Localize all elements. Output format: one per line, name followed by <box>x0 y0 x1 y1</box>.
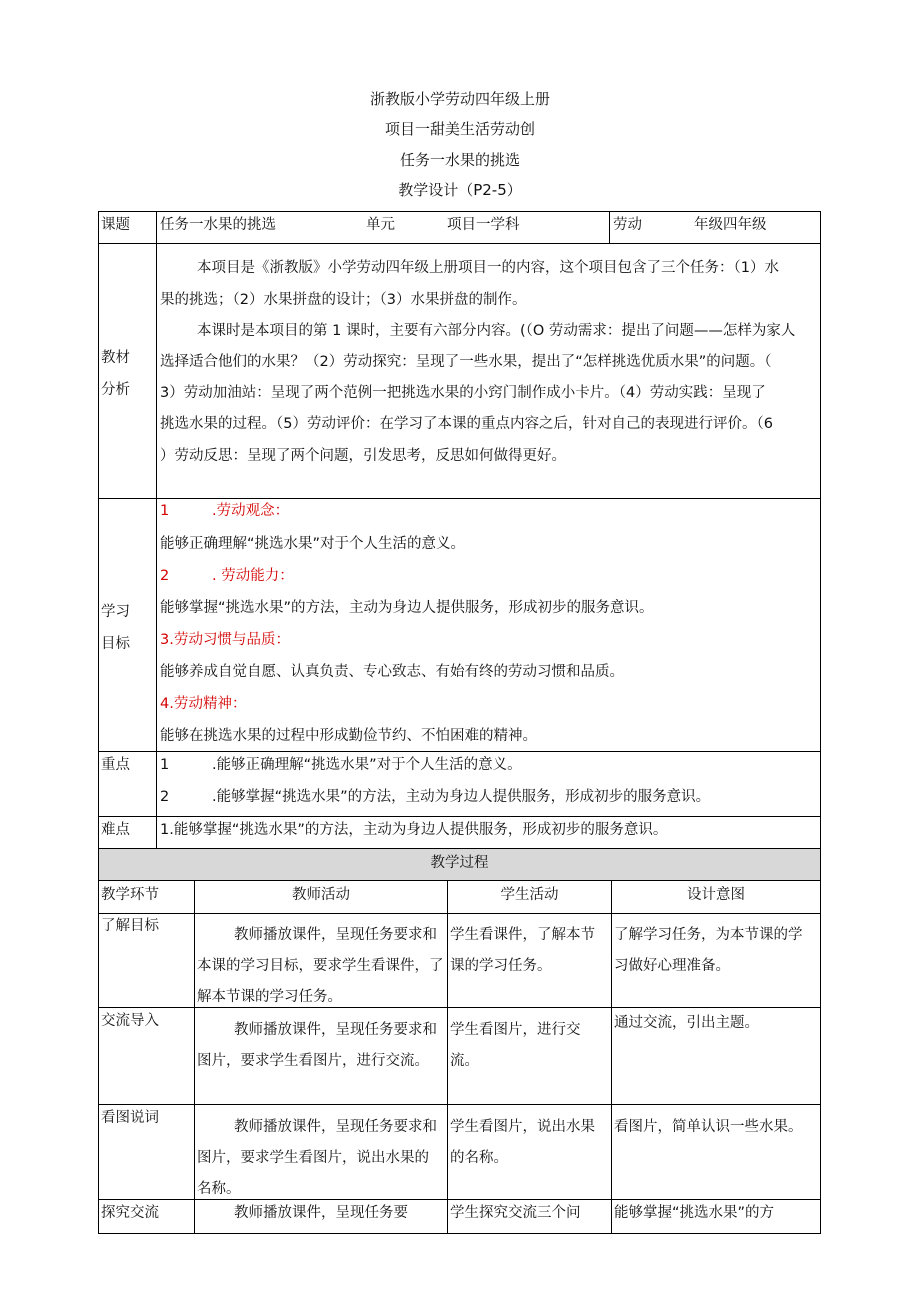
student-line: 的名称。 <box>450 1150 508 1166</box>
teacher-line: 图片，要求学生看图片，说出水果的 <box>197 1150 429 1166</box>
table-border <box>609 211 610 244</box>
analysis-line: 果的挑选；（2）水果拼盘的设计；（3）水果拼盘的制作。 <box>160 292 527 308</box>
objective-text: 能够掌握“挑选水果”的方法，主动为身边人提供服务，形成初步的服务意识。 <box>160 600 654 616</box>
topic-label: 课题 <box>101 217 130 233</box>
table-border-right <box>820 211 821 1234</box>
grade-value: 年级四年级 <box>694 217 767 233</box>
teacher-line: 教师播放课件，呈现任务要求和 <box>234 1119 437 1135</box>
teacher-line: 教师播放课件，呈现任务要求和 <box>234 1022 437 1038</box>
objective-number: 2 <box>160 568 170 584</box>
process-header-stage: 教学环节 <box>101 887 159 903</box>
table-border <box>98 243 821 244</box>
objective-text: 能够正确理解“挑选水果”对于个人生活的意义。 <box>160 536 466 552</box>
process-header-teacher: 教师活动 <box>292 887 350 903</box>
analysis-line: 本项目是《浙教版》小学劳动四年级上册项目一的内容，这个项目包含了三个任务：（1）水 <box>197 260 779 276</box>
unit-label: 单元 <box>366 217 395 233</box>
table-border <box>98 1104 821 1105</box>
objective-title: .劳动观念： <box>212 503 290 519</box>
doc-title-line-1: 浙教版小学劳动四年级上册 <box>369 90 550 108</box>
subject-value: 劳动 <box>613 217 642 233</box>
objective-number: 3. <box>160 632 174 648</box>
analysis-line: 本课时是本项目的第 1 课时，主要有六部分内容。(（O 劳动需求：提出了问题——怎样为家人 <box>197 323 796 339</box>
table-border <box>194 880 195 1234</box>
intent-line: 习做好心理准备。 <box>614 958 730 974</box>
process-header-intent: 设计意图 <box>687 887 745 903</box>
objectives-label-2: 目标 <box>101 636 130 652</box>
teacher-line: 名称。 <box>197 1181 241 1197</box>
topic-value: 任务一水果的挑选 <box>160 217 276 233</box>
student-line: 学生看图片，说出水果 <box>450 1119 595 1135</box>
objectives-label-1: 学习 <box>101 604 130 620</box>
table-border <box>447 880 448 1234</box>
stage-cell: 看图说词 <box>101 1110 159 1126</box>
objective-title: . 劳动能力： <box>212 568 294 584</box>
analysis-label-1: 教材 <box>101 350 130 366</box>
teacher-line: 教师播放课件，呈现任务要求和 <box>234 927 437 943</box>
process-header-student: 学生活动 <box>500 887 559 903</box>
stage-cell: 探究交流 <box>101 1205 159 1221</box>
table-border <box>98 913 821 914</box>
teacher-line: 本课的学习目标，要求学生看课件，了 <box>197 958 444 974</box>
table-border <box>156 211 157 849</box>
doc-title-line-2: 项目一甜美生活劳动创 <box>384 120 535 138</box>
analysis-line: 3）劳动加油站：呈现了两个范例一把挑选水果的小窍门制作成小卡片。（4）劳动实践：呈现了 <box>160 385 766 401</box>
stage-cell: 了解目标 <box>101 918 159 934</box>
key-points-label: 重点 <box>101 757 130 773</box>
teacher-line: 教师播放课件，呈现任务要 <box>234 1205 408 1221</box>
student-line: 学生探究交流三个问 <box>450 1205 581 1221</box>
difficulty-label: 难点 <box>101 822 130 838</box>
key-point-number: 1 <box>160 757 170 773</box>
doc-title-line-4: 教学设计（P2-5） <box>398 181 522 199</box>
key-point-text: .能够掌握“挑选水果”的方法，主动为身边人提供服务，形成初步的服务意识。 <box>212 789 711 805</box>
key-point-number: 2 <box>160 789 170 805</box>
intent-line: 看图片，简单认识一些水果。 <box>614 1119 803 1135</box>
objective-text: 能够在挑选水果的过程中形成勤俭节约、不怕困难的精神。 <box>160 728 537 744</box>
objective-title: 劳动精神： <box>174 696 247 712</box>
intent-line: 通过交流，引出主题。 <box>614 1015 759 1031</box>
student-line: 学生看课件，了解本节 <box>450 927 595 943</box>
analysis-line: 挑选水果的过程。（5）劳动评价：在学习了本课的重点内容之后，针对自己的表现进行评价。（6 <box>160 416 773 432</box>
table-border-left <box>98 211 99 1234</box>
analysis-line: ）劳动反思：呈现了两个问题，引发思考，反思如何做得更好。 <box>160 448 566 464</box>
objective-number: 4. <box>160 696 174 712</box>
stage-cell: 交流导入 <box>101 1013 159 1029</box>
student-line: 课的学习任务。 <box>450 958 552 974</box>
table-border <box>611 880 612 1234</box>
analysis-label-2: 分析 <box>101 382 130 398</box>
student-line: 流。 <box>450 1053 479 1069</box>
table-border <box>98 498 821 499</box>
intent-line: 了解学习任务，为本节课的学 <box>614 927 803 943</box>
student-line: 学生看图片，进行交 <box>450 1022 581 1038</box>
teacher-line: 解本节课的学习任务。 <box>197 989 342 1005</box>
objective-number: 1 <box>160 503 170 519</box>
intent-line: 能够掌握“挑选水果”的方 <box>614 1205 775 1221</box>
doc-title-line-3: 任务一水果的挑选 <box>399 151 520 169</box>
objective-title: 劳动习惯与品质： <box>174 632 290 648</box>
unit-value: 项目一学科 <box>447 217 520 233</box>
objective-text: 能够养成自觉自愿、认真负责、专心致志、有始有终的劳动习惯和品质。 <box>160 664 624 680</box>
process-title: 教学过程 <box>430 855 489 871</box>
teacher-line: 图片，要求学生看图片，进行交流。 <box>197 1053 429 1069</box>
difficulty-text: 1.能够掌握“挑选水果”的方法，主动为身边人提供服务，形成初步的服务意识。 <box>160 822 668 838</box>
table-border-bottom <box>98 1233 821 1234</box>
key-point-text: .能够正确理解“挑选水果”对于个人生活的意义。 <box>212 757 522 773</box>
analysis-line: 选择适合他们的水果？（2）劳动探究：呈现了一些水果，提出了“怎样挑选优质水果”的问题。（ <box>160 354 772 370</box>
